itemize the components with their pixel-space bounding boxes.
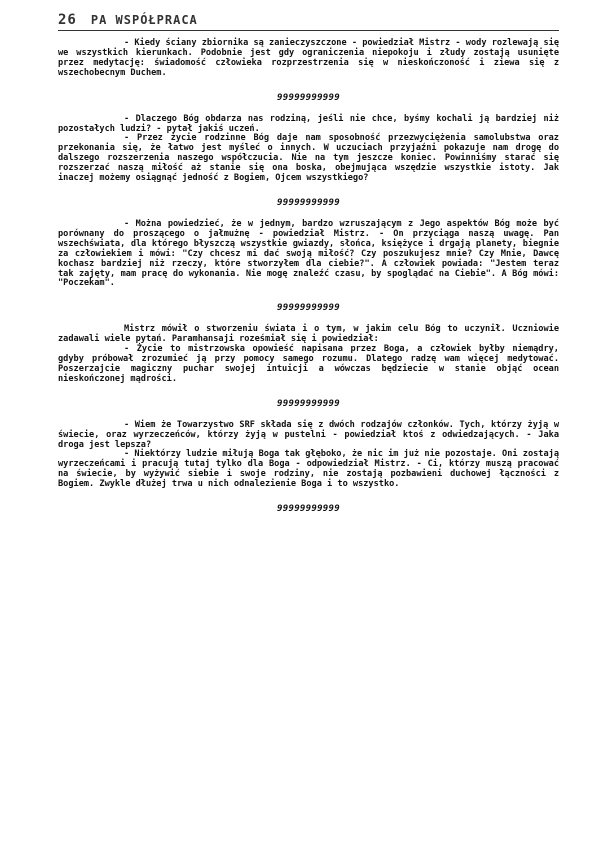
section-4 — [58, 325, 559, 384]
section-1 — [58, 39, 559, 79]
paragraph: - Wiem że Towarzystwo SRF składa się z dwóch rodzajów członków. Tych, którzy żyją w świecie, oraz wyrzeczeńców, którzy żyją w pustelni - powiedział ktoś z odwiedzających. - Jaka droga jest lepsza? — [58, 419, 559, 450]
section-2 — [58, 115, 559, 184]
section-separator: 99999999999 — [277, 92, 340, 103]
section-5 — [58, 421, 559, 490]
page-header — [58, 12, 559, 28]
section-separator: 99999999999 — [277, 197, 340, 208]
section-3 — [58, 220, 559, 289]
paragraph: - Kiedy ściany zbiornika są zanieczyszczone - powiedział Mistrz - wody rozlewają się we wszystkich kierunkach. Podobnie jest gdy ograniczenia niepokoju i złudy zostają usunięte przez medytację: świadomość człowieka rozprzestrzenia się w nieskończoność i ziewa się z wszechobecnym Duchem. — [58, 38, 559, 78]
paragraph: - Życie to mistrzowska opowieść napisana przez Boga, a człowiek byłby niemądry, gdyby próbował zrozumieć ją przy pomocy samego rozumu. Dlatego radzę wam więcej medytować. Poszerzajcie magiczny puchar swojej intuicji a wówczas będziecie w stanie objąć ocean nieskończonej mądrości. — [58, 344, 559, 384]
paragraph: - Dlaczego Bóg obdarza nas rodziną, jeśli nie chce, byśmy kochali ją bardziej niż pozostałych ludzi? - pytał jakiś uczeń. — [58, 113, 559, 134]
paragraph: - Można powiedzieć, że w jednym, bardzo wzruszającym z Jego aspektów Bóg może być porównany do proszącego o jałmużnę - powiedział Mistrz. - On przyciąga naszą uwagę. Pan wszechświata, dla którego błyszczą wszystkie gwiazdy, słońca, księżyce i drgają planety, biegnie za człowiekiem i mówi: "Czy chcesz mi dać swoją miłość? Czy poszukujesz mnie? Czy Mnie, Dawcę kochasz bardziej niż rzeczy, które stworzyłem dla ciebie?". A człowiek powiada: "Jestem teraz tak zajęty, mam pracę do wykonania. Nie mogę znaleźć czasu, by spoglądać na Ciebie". A Bóg mówi: "Poczekam". — [58, 218, 559, 289]
paragraph: - Niektórzy ludzie miłują Boga tak głęboko, że nic im już nie pozostaje. Oni zostają wyrzeczeńcami i pracują tutaj tylko dla Boga - odpowiedział Mistrz. - Ci, którzy muszą pracować na świecie, by wyżywić siebie i swoje rodziny, nie zostają pozbawieni duchowej łączności z Bogiem. Zwykle dłużej trwa u nich odnalezienie Boga i to wszystko. — [58, 449, 559, 490]
paragraph: Mistrz mówił o stworzeniu świata i o tym, w jakim celu Bóg to uczynił. Uczniowie zadawali wiele pytań. Paramhansaji roześmiał się i powiedział: — [58, 324, 559, 345]
paragraph: - Przez życie rodzinne Bóg daje nam sposobność przezwyciężenia samolubstwa oraz przekonania się, że łatwo jest myśleć o innych. W uczuciach przyjaźni pokazuje nam drogę do dalszego rozszerzenia naszego współczucia. Nie na tym jeszcze koniec. Powinniśmy starać się rozszerzać naszą miłość aż stanie się ona boska, obejmująca wszędzie wszystkie istoty. Jak inaczej możemy osiągnąć jedność z Bogiem, Ojcem wszystkiego? — [58, 133, 559, 184]
running-title: PA WSPÓŁPRACA — [90, 13, 198, 27]
section-separator: 99999999999 — [277, 504, 340, 515]
header-rule — [58, 30, 559, 31]
section-separator: 99999999999 — [277, 303, 340, 314]
section-separator: 99999999999 — [277, 398, 340, 409]
page-number: 26 — [58, 12, 77, 28]
